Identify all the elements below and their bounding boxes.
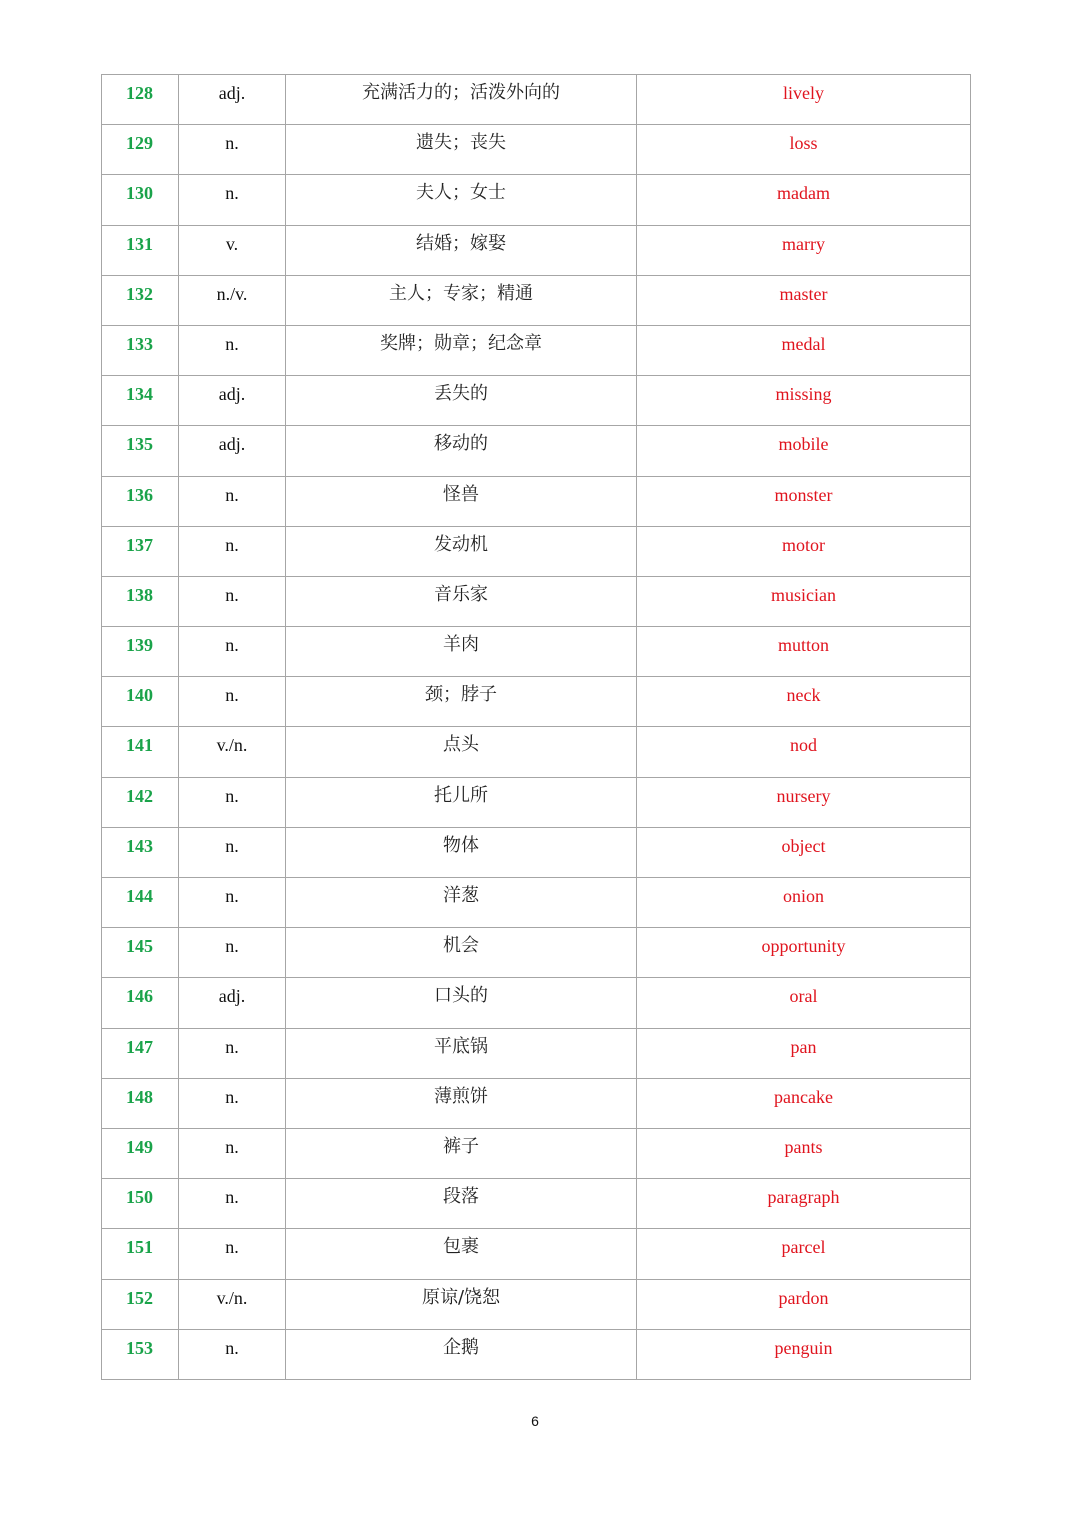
table-row	[102, 1078, 971, 1128]
table-row	[102, 677, 971, 727]
chinese-meaning: 原谅/饶恕	[286, 1279, 637, 1329]
english-word: oral	[637, 978, 971, 1028]
part-of-speech: n.	[179, 526, 286, 576]
entry-number: 146	[102, 978, 179, 1028]
part-of-speech: adj.	[179, 978, 286, 1028]
table-row	[102, 878, 971, 928]
english-word: object	[637, 827, 971, 877]
table-row	[102, 476, 971, 526]
part-of-speech: n.	[179, 777, 286, 827]
part-of-speech: v./n.	[179, 1279, 286, 1329]
entry-number: 135	[102, 426, 179, 476]
chinese-meaning: 遗失；丧失	[286, 125, 637, 175]
entry-number: 131	[102, 225, 179, 275]
entry-number: 140	[102, 677, 179, 727]
chinese-meaning: 裤子	[286, 1128, 637, 1178]
entry-number: 137	[102, 526, 179, 576]
chinese-meaning: 奖牌；勋章；纪念章	[286, 325, 637, 375]
english-word: pardon	[637, 1279, 971, 1329]
part-of-speech: n./v.	[179, 275, 286, 325]
chinese-meaning: 夫人；女士	[286, 175, 637, 225]
table-row	[102, 827, 971, 877]
table-row	[102, 325, 971, 375]
chinese-meaning: 充满活力的；活泼外向的	[286, 75, 637, 125]
part-of-speech: adj.	[179, 426, 286, 476]
table-row	[102, 1329, 971, 1379]
vocabulary-table	[101, 74, 971, 1380]
vocabulary-table-body	[102, 75, 971, 1380]
part-of-speech: n.	[179, 325, 286, 375]
chinese-meaning: 丢失的	[286, 376, 637, 426]
part-of-speech: adj.	[179, 376, 286, 426]
english-word: marry	[637, 225, 971, 275]
part-of-speech: n.	[179, 1028, 286, 1078]
part-of-speech: n.	[179, 627, 286, 677]
english-word: monster	[637, 476, 971, 526]
entry-number: 142	[102, 777, 179, 827]
entry-number: 148	[102, 1078, 179, 1128]
entry-number: 138	[102, 576, 179, 626]
english-word: paragraph	[637, 1179, 971, 1229]
chinese-meaning: 颈；脖子	[286, 677, 637, 727]
table-row	[102, 727, 971, 777]
english-word: pan	[637, 1028, 971, 1078]
chinese-meaning: 口头的	[286, 978, 637, 1028]
part-of-speech: n.	[179, 1128, 286, 1178]
english-word: master	[637, 275, 971, 325]
table-row	[102, 777, 971, 827]
entry-number: 145	[102, 928, 179, 978]
entry-number: 134	[102, 376, 179, 426]
chinese-meaning: 音乐家	[286, 576, 637, 626]
part-of-speech: n.	[179, 1329, 286, 1379]
entry-number: 151	[102, 1229, 179, 1279]
part-of-speech: n.	[179, 928, 286, 978]
part-of-speech: n.	[179, 576, 286, 626]
chinese-meaning: 主人；专家；精通	[286, 275, 637, 325]
chinese-meaning: 段落	[286, 1179, 637, 1229]
entry-number: 152	[102, 1279, 179, 1329]
entry-number: 147	[102, 1028, 179, 1078]
english-word: musician	[637, 576, 971, 626]
entry-number: 139	[102, 627, 179, 677]
part-of-speech: n.	[179, 1229, 286, 1279]
english-word: mutton	[637, 627, 971, 677]
entry-number: 149	[102, 1128, 179, 1178]
english-word: onion	[637, 878, 971, 928]
table-row	[102, 978, 971, 1028]
entry-number: 143	[102, 827, 179, 877]
english-word: medal	[637, 325, 971, 375]
chinese-meaning: 包裹	[286, 1229, 637, 1279]
entry-number: 128	[102, 75, 179, 125]
table-row	[102, 627, 971, 677]
english-word: neck	[637, 677, 971, 727]
chinese-meaning: 移动的	[286, 426, 637, 476]
chinese-meaning: 结婚；嫁娶	[286, 225, 637, 275]
part-of-speech: n.	[179, 878, 286, 928]
english-word: motor	[637, 526, 971, 576]
english-word: missing	[637, 376, 971, 426]
entry-number: 136	[102, 476, 179, 526]
part-of-speech: v.	[179, 225, 286, 275]
table-row	[102, 1179, 971, 1229]
english-word: opportunity	[637, 928, 971, 978]
chinese-meaning: 机会	[286, 928, 637, 978]
table-row	[102, 576, 971, 626]
table-row	[102, 175, 971, 225]
entry-number: 129	[102, 125, 179, 175]
english-word: parcel	[637, 1229, 971, 1279]
english-word: lively	[637, 75, 971, 125]
entry-number: 150	[102, 1179, 179, 1229]
part-of-speech: n.	[179, 677, 286, 727]
chinese-meaning: 托儿所	[286, 777, 637, 827]
english-word: mobile	[637, 426, 971, 476]
chinese-meaning: 点头	[286, 727, 637, 777]
table-row	[102, 1279, 971, 1329]
entry-number: 141	[102, 727, 179, 777]
table-row	[102, 75, 971, 125]
page-number: 6	[531, 1413, 539, 1429]
chinese-meaning: 发动机	[286, 526, 637, 576]
chinese-meaning: 薄煎饼	[286, 1078, 637, 1128]
part-of-speech: v./n.	[179, 727, 286, 777]
entry-number: 153	[102, 1329, 179, 1379]
part-of-speech: n.	[179, 1179, 286, 1229]
part-of-speech: n.	[179, 827, 286, 877]
chinese-meaning: 企鹅	[286, 1329, 637, 1379]
part-of-speech: n.	[179, 125, 286, 175]
chinese-meaning: 洋葱	[286, 878, 637, 928]
table-row	[102, 1028, 971, 1078]
entry-number: 144	[102, 878, 179, 928]
english-word: madam	[637, 175, 971, 225]
part-of-speech: n.	[179, 175, 286, 225]
table-row	[102, 928, 971, 978]
chinese-meaning: 怪兽	[286, 476, 637, 526]
chinese-meaning: 平底锅	[286, 1028, 637, 1078]
table-row	[102, 1229, 971, 1279]
part-of-speech: n.	[179, 1078, 286, 1128]
table-row	[102, 426, 971, 476]
entry-number: 132	[102, 275, 179, 325]
english-word: pancake	[637, 1078, 971, 1128]
english-word: nod	[637, 727, 971, 777]
entry-number: 133	[102, 325, 179, 375]
english-word: pants	[637, 1128, 971, 1178]
english-word: loss	[637, 125, 971, 175]
table-row	[102, 526, 971, 576]
table-row	[102, 275, 971, 325]
english-word: nursery	[637, 777, 971, 827]
table-row	[102, 376, 971, 426]
english-word: penguin	[637, 1329, 971, 1379]
part-of-speech: n.	[179, 476, 286, 526]
chinese-meaning: 物体	[286, 827, 637, 877]
chinese-meaning: 羊肉	[286, 627, 637, 677]
table-row	[102, 125, 971, 175]
entry-number: 130	[102, 175, 179, 225]
table-row	[102, 1128, 971, 1178]
part-of-speech: adj.	[179, 75, 286, 125]
table-row	[102, 225, 971, 275]
